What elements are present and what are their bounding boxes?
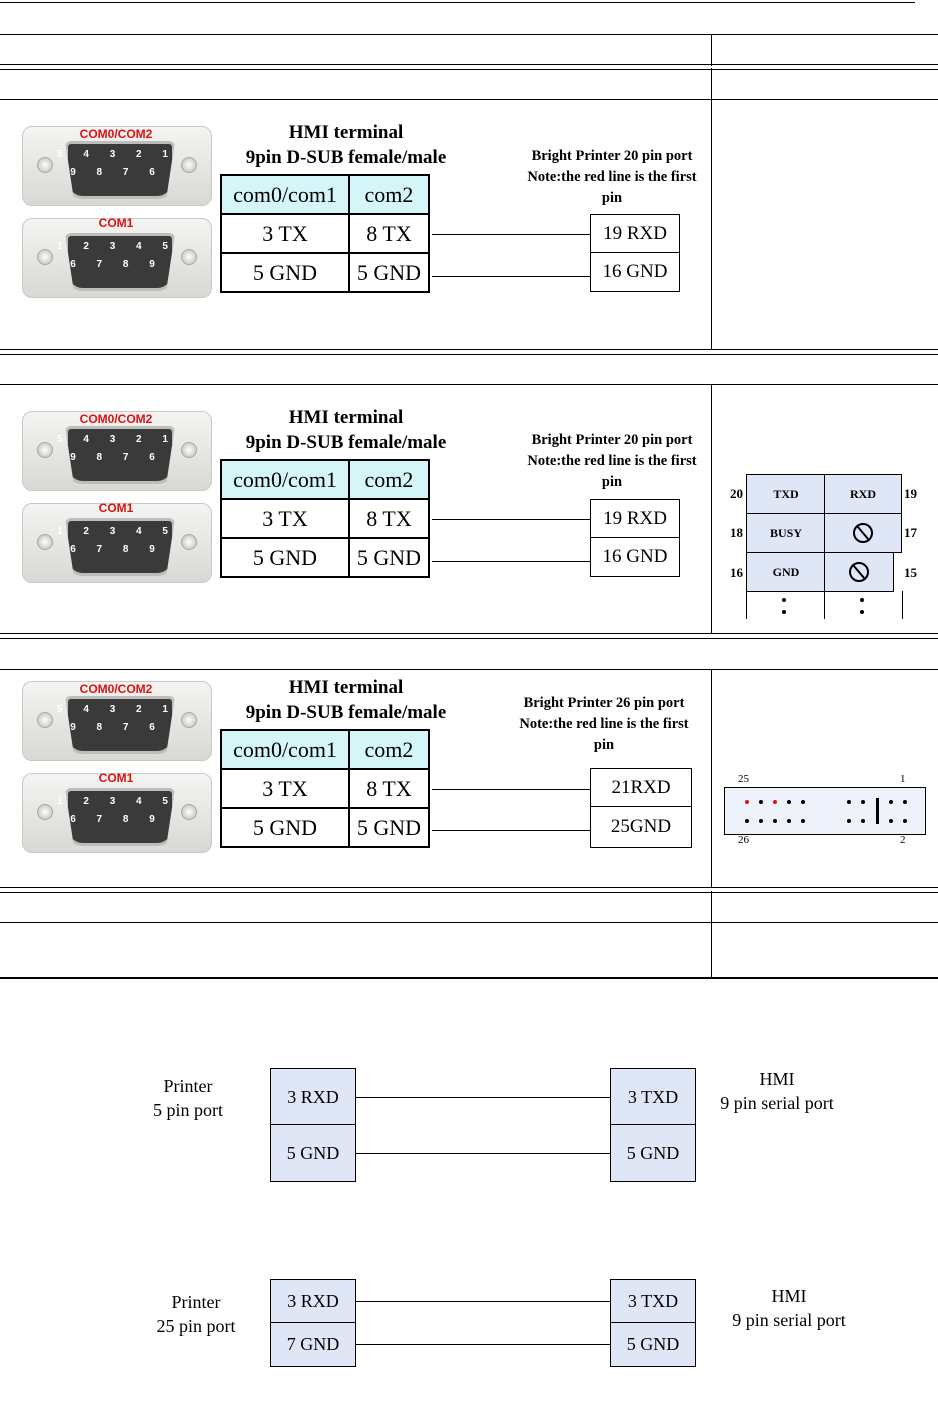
- cell-gnd: 5 GND: [221, 808, 349, 847]
- com1-label: COM1: [98, 771, 134, 785]
- table-line: [0, 922, 938, 923]
- printer-25pin-label: [140, 1290, 252, 1338]
- cell-gnd: 5 GND: [349, 253, 429, 292]
- table-line: [0, 633, 938, 639]
- pin-number: 15: [904, 565, 917, 580]
- hmi-pin-table: [220, 459, 430, 578]
- com0-com2-label: COM0/COM2: [79, 412, 153, 426]
- ellipsis-dots: [860, 598, 866, 614]
- com-connector-image: [22, 681, 210, 853]
- printer-note: [494, 693, 714, 756]
- wire-line: [432, 234, 590, 235]
- pin-numbers-row2: 9 8 7 6: [70, 722, 164, 733]
- wire-line: [432, 789, 590, 790]
- wire-line: [432, 519, 590, 520]
- printer-pin-rxd: 3 RXD: [270, 1279, 356, 1324]
- table-divider: [711, 68, 712, 350]
- db9-connector-bottom: [22, 218, 212, 298]
- pin-numbers-row2: 9 8 7 6: [70, 452, 164, 463]
- col-header-com2: com2: [349, 175, 429, 214]
- pin-number: 25: [738, 773, 749, 785]
- wire-line: [355, 1097, 610, 1098]
- hmi-9pin-label: [704, 1067, 850, 1115]
- pin-txd: TXD: [746, 474, 826, 514]
- com1-label: COM1: [98, 501, 134, 515]
- hmi-pin-txd: 3 TXD: [610, 1279, 696, 1324]
- hmi-title-line2: 9pin D-SUB female/male: [245, 432, 447, 453]
- col-header-com2: com2: [349, 460, 429, 499]
- table-line: [0, 349, 938, 355]
- cell-tx: 8 TX: [349, 214, 429, 253]
- cell-gnd: 5 GND: [349, 808, 429, 847]
- ellipsis-dots: [782, 598, 788, 614]
- note-line3: pin: [593, 737, 615, 753]
- pin-rxd: RXD: [824, 474, 902, 514]
- table-divider: [711, 34, 712, 66]
- col-header-com0-com1: com0/com1: [221, 175, 349, 214]
- com0-com2-label: COM0/COM2: [79, 127, 153, 141]
- divider: [902, 591, 903, 619]
- no-connect-icon: [853, 523, 873, 543]
- port-26pin-diagram: [722, 772, 928, 848]
- com-connector-image: [22, 411, 210, 583]
- hmi-pin-gnd: 5 GND: [610, 1124, 696, 1182]
- wire-line: [432, 561, 590, 562]
- cell-tx: 3 TX: [221, 214, 349, 253]
- pin-nc: [824, 552, 894, 592]
- pin-numbers-row1: 1 2 3 4 5: [57, 526, 177, 537]
- hmi-title-line2: 9pin D-SUB female/male: [245, 702, 447, 723]
- pin-numbers-row1: 5 4 3 2 1: [57, 704, 177, 715]
- printer-pin-rxd: 3 RXD: [270, 1068, 356, 1126]
- table-divider: [711, 891, 712, 978]
- hmi-terminal-title: [216, 120, 476, 170]
- table-line: [0, 64, 938, 70]
- cell-tx: 8 TX: [349, 499, 429, 538]
- table-line: [0, 887, 938, 893]
- label-line2: 5 pin port: [153, 1100, 223, 1120]
- pin-number: 18: [730, 525, 743, 540]
- col-header-com0-com1: com0/com1: [221, 730, 349, 769]
- printer-pin-gnd: 16 GND: [590, 252, 680, 292]
- note-line1: Bright Printer 20 pin port: [531, 148, 693, 164]
- col-header-com2: com2: [349, 730, 429, 769]
- pin-numbers-row2: 9 8 7 6: [70, 167, 164, 178]
- table-line: [0, 384, 938, 385]
- port-20pin-diagram: [726, 474, 926, 622]
- pin-number: 19: [904, 486, 917, 501]
- hmi-terminal-title: [216, 405, 476, 455]
- table-divider: [711, 384, 712, 634]
- pin-gnd: GND: [746, 552, 826, 592]
- wire-line: [355, 1153, 610, 1154]
- printer-pin-gnd: 16 GND: [590, 537, 680, 577]
- note-line1: Bright Printer 20 pin port: [531, 432, 693, 448]
- header-rule: [0, 2, 915, 3]
- cell-gnd: 5 GND: [349, 538, 429, 577]
- pin-number: 2: [900, 834, 906, 846]
- table-line: [0, 977, 938, 979]
- com0-com2-label: COM0/COM2: [79, 682, 153, 696]
- pin-numbers-row2: 6 7 8 9: [70, 544, 164, 555]
- printer-pin-rxd: 19 RXD: [590, 214, 680, 254]
- table-line: [0, 669, 938, 670]
- hmi-pin-table: [220, 729, 430, 848]
- db9-connector-bottom: [22, 773, 212, 853]
- pin-number: 1: [900, 773, 906, 785]
- hmi-9pin-label: [716, 1284, 862, 1332]
- hmi-title-line1: HMI terminal: [288, 407, 404, 428]
- hmi-title-line1: HMI terminal: [288, 677, 404, 698]
- table-line: [0, 99, 938, 100]
- hmi-title-line2: 9pin D-SUB female/male: [245, 147, 447, 168]
- printer-pin-rxd: 21RXD: [590, 768, 692, 808]
- label-line2: 9 pin serial port: [720, 1093, 834, 1113]
- pin-busy: BUSY: [746, 513, 826, 553]
- note-line2: Note:the red line is the first: [527, 169, 697, 185]
- hmi-pin-txd: 3 TXD: [610, 1068, 696, 1126]
- hmi-terminal-title: [216, 675, 476, 725]
- pin-numbers-row1: 5 4 3 2 1: [57, 149, 177, 160]
- note-line3: pin: [601, 190, 623, 206]
- pin-number: 20: [730, 486, 743, 501]
- hmi-pin-table: [220, 174, 430, 293]
- label-line1: Printer: [163, 1076, 213, 1096]
- hmi-pin-gnd: 5 GND: [610, 1322, 696, 1367]
- note-line2: Note:the red line is the first: [527, 453, 697, 469]
- cell-tx: 8 TX: [349, 769, 429, 808]
- col-header-com0-com1: com0/com1: [221, 460, 349, 499]
- wire-line: [355, 1344, 610, 1345]
- label-line1: HMI: [759, 1069, 795, 1089]
- wire-line: [355, 1301, 610, 1302]
- printer-pin-rxd: 19 RXD: [590, 499, 680, 539]
- printer-pin-gnd: 25GND: [590, 806, 692, 848]
- printer-note: [502, 146, 722, 209]
- hmi-title-line1: HMI terminal: [288, 122, 404, 143]
- label-line2: 25 pin port: [156, 1316, 236, 1336]
- note-line2: Note:the red line is the first: [519, 716, 689, 732]
- divider: [824, 591, 825, 619]
- label-line2: 9 pin serial port: [732, 1310, 846, 1330]
- pin-numbers-row1: 5 4 3 2 1: [57, 434, 177, 445]
- wire-line: [432, 276, 590, 277]
- cell-tx: 3 TX: [221, 499, 349, 538]
- pin-number: 26: [738, 834, 749, 846]
- printer-pin-gnd: 7 GND: [270, 1322, 356, 1367]
- pin-numbers-row1: 1 2 3 4 5: [57, 241, 177, 252]
- note-line1: Bright Printer 26 pin port: [523, 695, 685, 711]
- pin-number: 16: [730, 565, 743, 580]
- pin-number: 17: [904, 525, 917, 540]
- pin-nc: [824, 513, 902, 553]
- com-connector-image: [22, 126, 210, 298]
- printer-pin-gnd: 5 GND: [270, 1124, 356, 1182]
- pin-dots: [725, 788, 925, 834]
- divider: [746, 591, 747, 619]
- cell-gnd: 5 GND: [221, 253, 349, 292]
- com1-label: COM1: [98, 216, 134, 230]
- cell-tx: 3 TX: [221, 769, 349, 808]
- wire-line: [432, 830, 590, 831]
- label-line1: Printer: [171, 1292, 221, 1312]
- printer-note: [502, 430, 722, 493]
- db9-connector-bottom: [22, 503, 212, 583]
- pin-numbers-row1: 1 2 3 4 5: [57, 796, 177, 807]
- label-line1: HMI: [771, 1286, 807, 1306]
- cell-gnd: 5 GND: [221, 538, 349, 577]
- pin-numbers-row2: 6 7 8 9: [70, 814, 164, 825]
- no-connect-icon: [849, 562, 869, 582]
- printer-5pin-label: [138, 1074, 238, 1122]
- connector-body: [724, 787, 926, 835]
- table-line: [0, 34, 938, 35]
- note-line3: pin: [601, 474, 623, 490]
- pin-numbers-row2: 6 7 8 9: [70, 259, 164, 270]
